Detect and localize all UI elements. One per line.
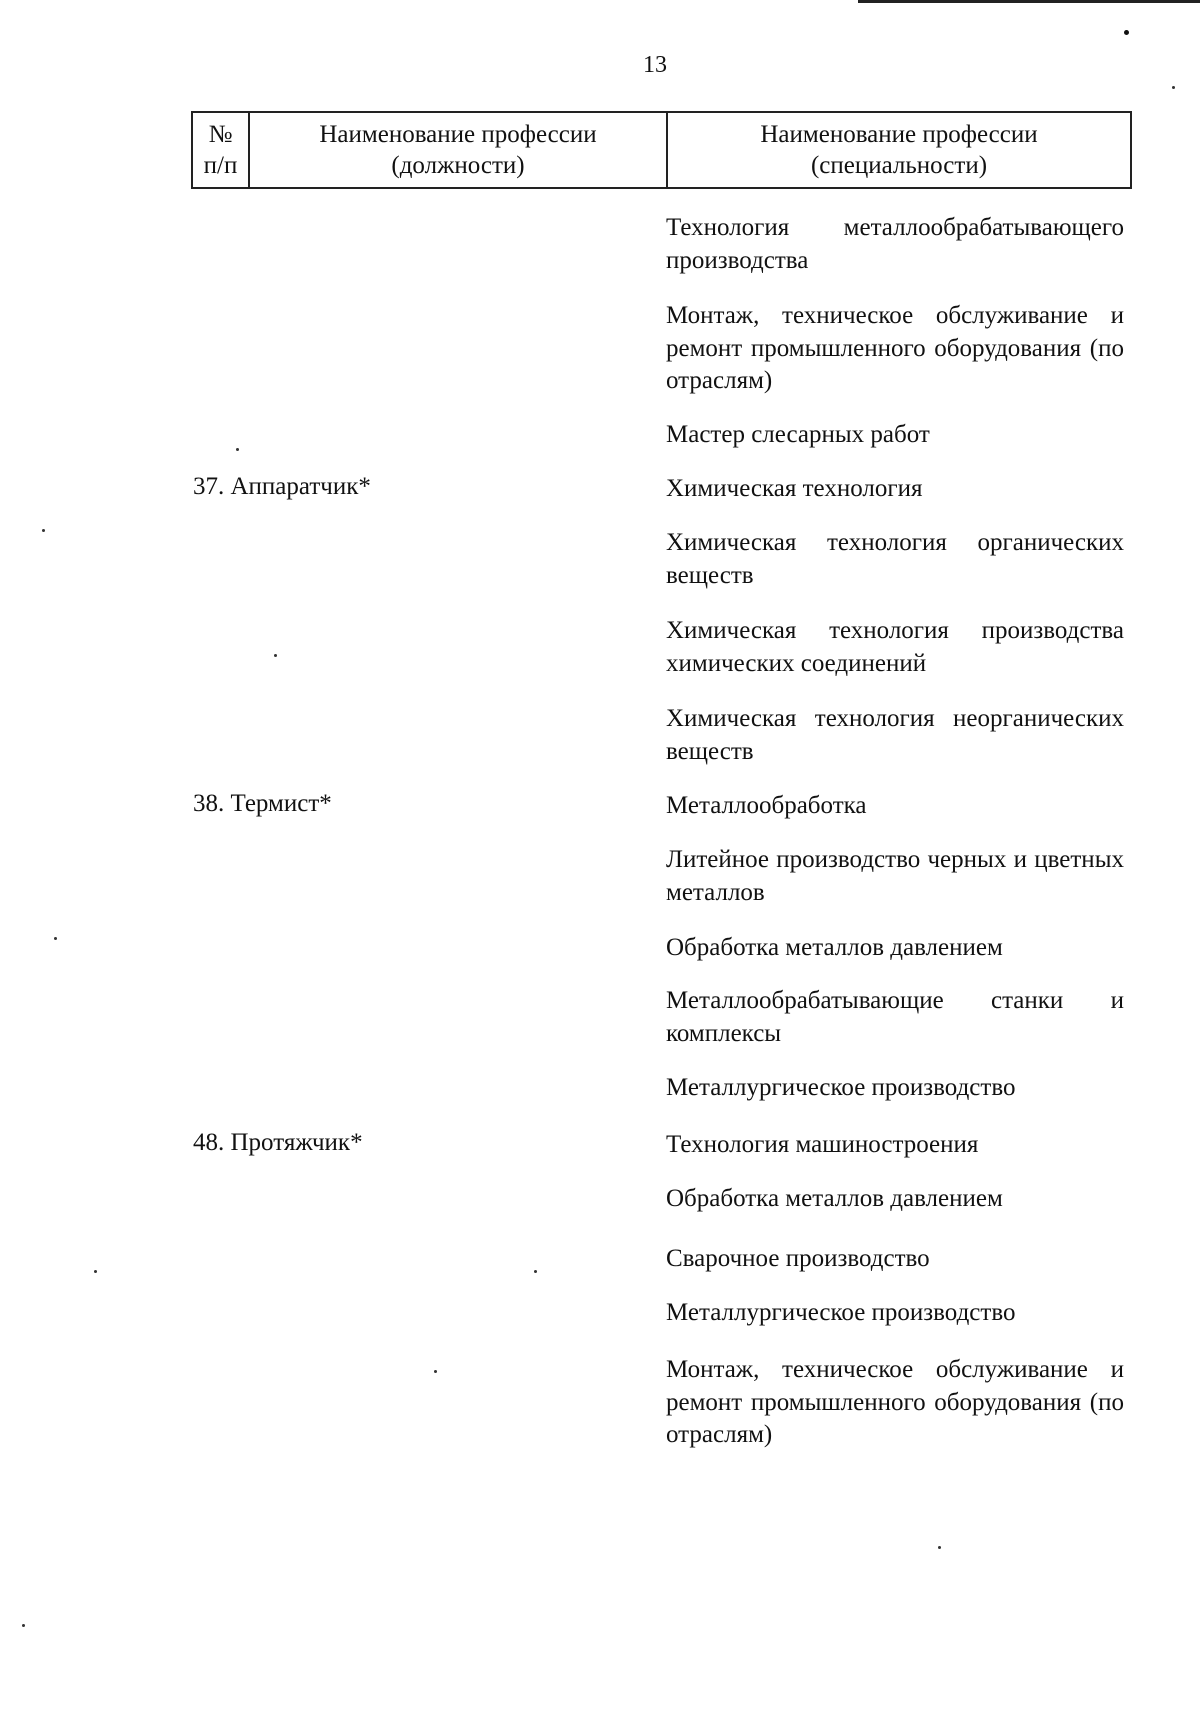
scan-speck bbox=[938, 1546, 941, 1549]
scan-speck bbox=[1172, 86, 1175, 89]
spec-item: Монтаж, техническое обслуживание и ремонт промышленного оборудования (по отраслям) bbox=[666, 302, 1124, 394]
page-number: 13 bbox=[643, 52, 667, 78]
scan-speck bbox=[534, 1270, 537, 1273]
spec-item: Сварочное производство bbox=[666, 1245, 930, 1272]
header-col-job: Наименование профессии (должности) bbox=[249, 112, 667, 188]
scan-speck bbox=[1124, 30, 1129, 35]
header-col-specialty: Наименование профессии (специальности) bbox=[667, 112, 1131, 188]
spec-item: Мастер слесарных работ bbox=[666, 421, 930, 448]
entry-label: 37. Аппаратчик* bbox=[193, 473, 371, 500]
spec-item: Обработка металлов давлением bbox=[666, 1185, 1003, 1212]
spec-item: Технология металлообрабатывающего производства bbox=[666, 214, 1124, 274]
scan-speck bbox=[22, 1624, 25, 1627]
scan-speck bbox=[274, 654, 277, 657]
spec-item: Металлургическое производство bbox=[666, 1299, 1016, 1326]
spec-item: Химическая технология производства химических соединений bbox=[666, 617, 1124, 677]
entry-label: 48. Протяжчик* bbox=[193, 1129, 363, 1156]
table-header bbox=[191, 111, 1132, 189]
spec-item: Металлообрабатывающие станки и комплексы bbox=[666, 987, 1124, 1047]
scan-speck bbox=[94, 1270, 97, 1273]
spec-item: Химическая технология органических веществ bbox=[666, 529, 1124, 589]
spec-item: Металлургическое производство bbox=[666, 1074, 1016, 1101]
spec-item: Металлообработка bbox=[666, 792, 867, 819]
scan-speck bbox=[54, 937, 57, 940]
spec-item: Технология машиностроения bbox=[666, 1131, 979, 1158]
spec-item: Химическая технология bbox=[666, 475, 923, 502]
scan-edge-line bbox=[858, 0, 1200, 3]
header-col-number: № п/п bbox=[192, 112, 249, 188]
spec-item: Обработка металлов давлением bbox=[666, 934, 1003, 961]
entry-label: 38. Термист* bbox=[193, 790, 332, 817]
spec-item: Монтаж, техническое обслуживание и ремонт промышленного оборудования (по отраслям) bbox=[666, 1356, 1124, 1448]
spec-item: Литейное производство черных и цветных металлов bbox=[666, 846, 1124, 906]
scan-speck bbox=[434, 1370, 437, 1373]
scan-speck bbox=[236, 448, 239, 451]
scan-speck bbox=[42, 529, 45, 532]
spec-item: Химическая технология неорганических веществ bbox=[666, 705, 1124, 765]
